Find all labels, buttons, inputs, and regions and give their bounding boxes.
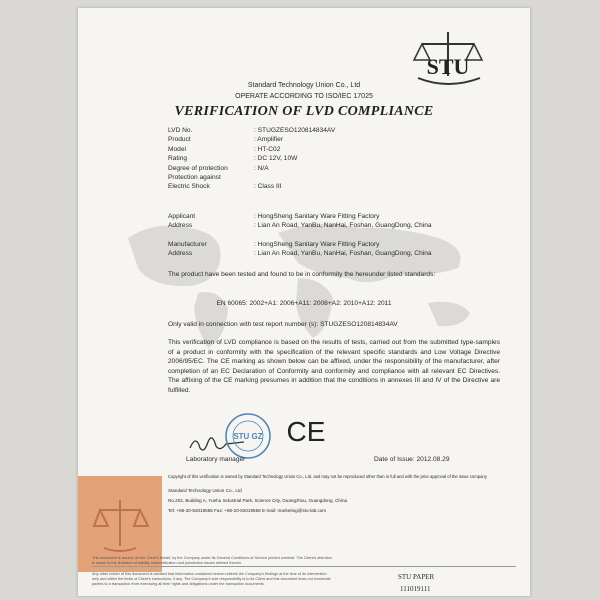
applicant-address-row: [168, 221, 514, 230]
detail-row: [168, 154, 514, 163]
detail-row: [168, 164, 514, 173]
disclaimer-second: Any other holder of this document is advised that information contained hereon reflects the Company's findings at the time of its intervention only and within the limits of Client's instructions, if any. The Company's sole responsibility is to its Client and this document does not exonerate parties to a transaction from exercising all their rights and obligations under the transaction documents.: [92, 572, 331, 586]
applicant-details: [168, 212, 514, 231]
detail-value: [254, 173, 514, 182]
manufacturer-address-row: [168, 249, 514, 258]
manufacturer-details: [168, 240, 514, 259]
test-report-reference: Only valid in connection with test report number (s): STUGZESO120814834AV: [168, 321, 398, 328]
date-of-issue: Date of Issue: 2012.08.29: [374, 456, 450, 463]
detail-label: Product: [168, 136, 191, 144]
detail-label: Electric Shock: [168, 183, 210, 191]
certificate-page: [78, 8, 530, 596]
ce-mark: [286, 416, 326, 446]
stamp-text: STU GZ: [233, 432, 263, 441]
address-label: Address: [168, 222, 193, 230]
contact-address: No.202, Building A, Yuehu Industrial Park, Science City, Guangzhou, Guangdong, China: [168, 498, 348, 503]
applicant-row: [168, 212, 514, 221]
detail-value: : Amplifier: [254, 136, 283, 144]
stu-logo-text: STU: [426, 54, 470, 79]
detail-row: [168, 182, 514, 191]
accreditation-line: OPERATE ACCORDING TO ISO/IEC 17025: [235, 93, 373, 100]
detail-label: LVD No.: [168, 127, 193, 134]
detail-value: : DC 12V, 10W: [254, 155, 298, 163]
compliance-body-text: This verification of LVD compliance is based on the results of tests, carried out from the submitted type-samples of a product in conformity with the specification of the relevant specific standards and Low Voltage Directive 2006/95/EC. The CE marking as shown below can be affixed, under the responsibility of the manufacturer, after completion of an EC Declaration of Conformity and conformity and compliance with all relevant EC Directives. The affixing of the CE marking presumes in addition that the conditions in annexes III and IV of the Directive are fulfilled.: [168, 339, 500, 394]
certificate-title: VERIFICATION OF LVD COMPLIANCE: [174, 104, 434, 119]
contact-phone: Tel: +86-20-82019555 Fax: +86-20-82019558 E-mail: marketing@stu-lab.com: [168, 508, 327, 513]
footer-divider: [92, 566, 516, 567]
applicant-value: : HongSheng Sanitary Ware Fitting Factory: [254, 213, 380, 220]
detail-row: [168, 135, 514, 144]
applicant-label: Applicant: [168, 213, 196, 220]
standard-reference: EN 60065: 2002+A1: 2006+A11: 2008+A2: 2010+A12: 2011: [216, 300, 392, 307]
organization-name: Standard Technology Union Co., Ltd: [247, 82, 361, 89]
detail-label: Rating: [168, 155, 188, 163]
contact-company: Standard Technology Union Co., Ltd: [168, 488, 242, 493]
detail-label: Degree of protection: [168, 164, 228, 172]
manufacturer-label: Manufacturer: [168, 241, 207, 248]
detail-value: : Class III: [254, 183, 282, 191]
detail-value: : N/A: [254, 164, 269, 172]
copyright-notice: Copyright of this verification is owned by Standard Technology Union Co., Ltd. and may not be reproduced other than in full and with the prior approval of the issue company: [168, 474, 487, 479]
detail-row: [168, 145, 514, 154]
detail-label: Model: [168, 145, 186, 153]
stu-gz-stamp: [224, 412, 272, 460]
detail-row: [168, 126, 514, 135]
tested-statement: The product have been tested and found to be in conformity the hereunder listed standards:: [168, 271, 436, 278]
address-value: : Lian An Road, YanBu, NanHai, Foshan, GuangDong, China: [254, 250, 432, 258]
lab-manager-label: Laboratory manager: [186, 456, 246, 463]
product-details: [168, 126, 514, 192]
detail-value: : STUGZESO120814834AV: [254, 127, 336, 134]
detail-row: [168, 173, 514, 182]
detail-label: Protection against: [168, 174, 221, 182]
ce-mark-text: CE: [286, 416, 326, 446]
serial-number: 111019111: [400, 585, 431, 593]
scales-watermark-icon: [90, 494, 150, 554]
address-label: Address: [168, 250, 193, 258]
paper-label: STU PAPER: [398, 573, 435, 581]
manufacturer-value: : HongSheng Sanitary Ware Fitting Factory: [254, 241, 380, 248]
manufacturer-row: [168, 240, 514, 249]
disclaimer-first: This document is issued, on the Client's behalf, by the Company under its General Conditions of Service printed overleaf. The Client's attention is drawn to the limitation of liability, indemnification and jurisdiction issues defined therein.: [92, 556, 332, 565]
address-value: : Lian An Road, YanBu, NanHai, Foshan, GuangDong, China: [254, 222, 432, 230]
detail-value: : HT-C02: [254, 145, 281, 153]
